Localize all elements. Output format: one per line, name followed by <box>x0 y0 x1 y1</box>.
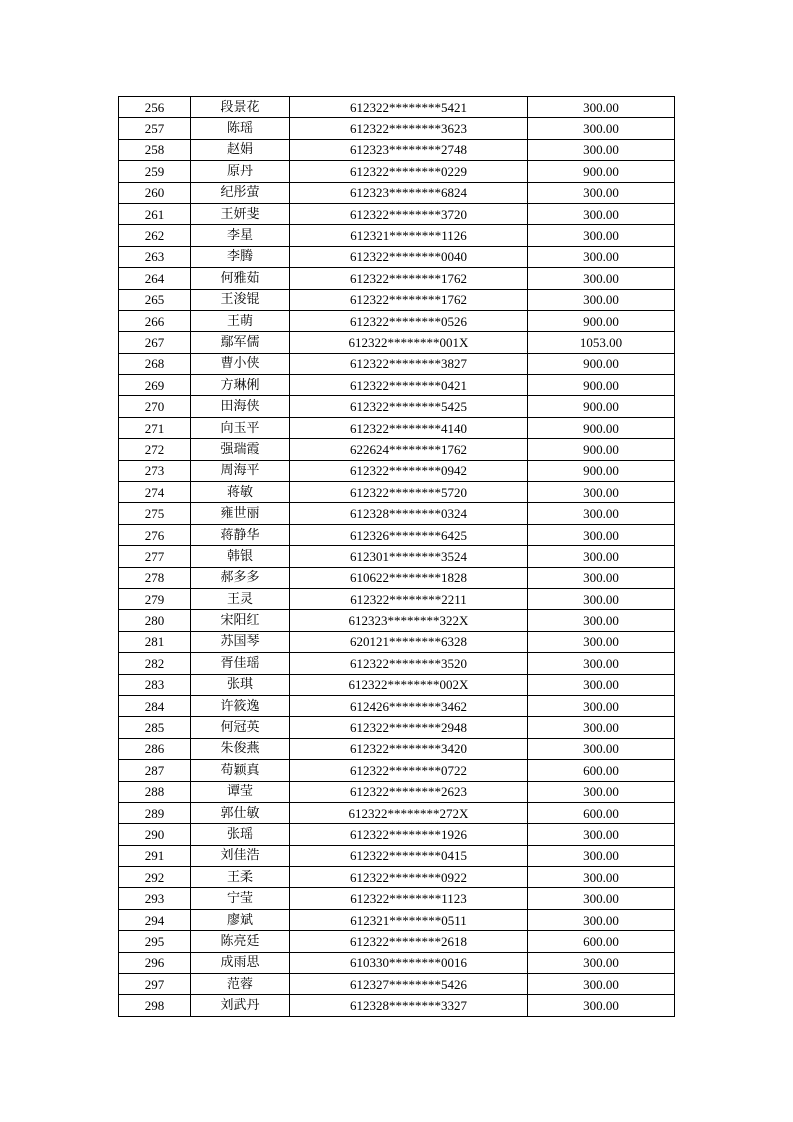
table-row <box>119 781 675 802</box>
amount-cell: 300.00 <box>528 546 675 567</box>
row-number-cell: 286 <box>119 738 191 759</box>
row-number-cell: 287 <box>119 760 191 781</box>
id-number-cell: 612322********0526 <box>290 310 528 331</box>
table-row <box>119 139 675 160</box>
amount-cell: 300.00 <box>528 97 675 118</box>
id-number-cell: 612327********5426 <box>290 974 528 995</box>
id-number-cell: 612322********3720 <box>290 203 528 224</box>
person-name-cell: 李腾 <box>191 246 290 267</box>
amount-cell: 900.00 <box>528 417 675 438</box>
amount-cell: 300.00 <box>528 695 675 716</box>
person-name-cell: 纪彤萤 <box>191 182 290 203</box>
row-number-cell: 269 <box>119 375 191 396</box>
row-number-cell: 257 <box>119 118 191 139</box>
row-number-cell: 296 <box>119 952 191 973</box>
person-name-cell: 范蓉 <box>191 974 290 995</box>
amount-cell: 1053.00 <box>528 332 675 353</box>
row-number-cell: 264 <box>119 268 191 289</box>
row-number-cell: 267 <box>119 332 191 353</box>
row-number-cell: 279 <box>119 588 191 609</box>
amount-cell: 300.00 <box>528 717 675 738</box>
row-number-cell: 282 <box>119 653 191 674</box>
id-number-cell: 612322********4140 <box>290 417 528 438</box>
table-row <box>119 289 675 310</box>
amount-cell: 300.00 <box>528 952 675 973</box>
id-number-cell: 612322********0722 <box>290 760 528 781</box>
row-number-cell: 275 <box>119 503 191 524</box>
row-number-cell: 263 <box>119 246 191 267</box>
id-number-cell: 612326********6425 <box>290 524 528 545</box>
table-row <box>119 503 675 524</box>
amount-cell: 300.00 <box>528 503 675 524</box>
person-name-cell: 王妍斐 <box>191 203 290 224</box>
person-name-cell: 许筱逸 <box>191 695 290 716</box>
person-name-cell: 段景花 <box>191 97 290 118</box>
id-number-cell: 612323********6824 <box>290 182 528 203</box>
table-row <box>119 182 675 203</box>
table-row <box>119 738 675 759</box>
row-number-cell: 297 <box>119 974 191 995</box>
id-number-cell: 612322********3827 <box>290 353 528 374</box>
id-number-cell: 612322********0415 <box>290 845 528 866</box>
amount-cell: 300.00 <box>528 674 675 695</box>
row-number-cell: 280 <box>119 610 191 631</box>
table-row <box>119 952 675 973</box>
person-name-cell: 胥佳瑶 <box>191 653 290 674</box>
amount-cell: 300.00 <box>528 995 675 1016</box>
person-name-cell: 鄢军儒 <box>191 332 290 353</box>
person-name-cell: 王柔 <box>191 867 290 888</box>
id-number-cell: 612322********0229 <box>290 161 528 182</box>
table-row <box>119 225 675 246</box>
table-row <box>119 631 675 652</box>
table-row <box>119 439 675 460</box>
row-number-cell: 284 <box>119 695 191 716</box>
row-number-cell: 288 <box>119 781 191 802</box>
id-number-cell: 612323********2748 <box>290 139 528 160</box>
amount-cell: 300.00 <box>528 974 675 995</box>
table-row <box>119 802 675 823</box>
row-number-cell: 270 <box>119 396 191 417</box>
row-number-cell: 281 <box>119 631 191 652</box>
id-number-cell: 612322********3520 <box>290 653 528 674</box>
id-number-cell: 612322********5425 <box>290 396 528 417</box>
row-number-cell: 273 <box>119 460 191 481</box>
table-row <box>119 118 675 139</box>
id-number-cell: 612322********0922 <box>290 867 528 888</box>
row-number-cell: 294 <box>119 909 191 930</box>
id-number-cell: 612322********3623 <box>290 118 528 139</box>
row-number-cell: 292 <box>119 867 191 888</box>
id-number-cell: 612322********0421 <box>290 375 528 396</box>
amount-cell: 600.00 <box>528 802 675 823</box>
person-name-cell: 韩银 <box>191 546 290 567</box>
amount-cell: 300.00 <box>528 738 675 759</box>
amount-cell: 300.00 <box>528 653 675 674</box>
table-row <box>119 909 675 930</box>
amount-cell: 300.00 <box>528 289 675 310</box>
id-number-cell: 612322********5421 <box>290 97 528 118</box>
row-number-cell: 258 <box>119 139 191 160</box>
table-row <box>119 674 675 695</box>
id-number-cell: 612322********0040 <box>290 246 528 267</box>
row-number-cell: 276 <box>119 524 191 545</box>
amount-cell: 300.00 <box>528 268 675 289</box>
row-number-cell: 283 <box>119 674 191 695</box>
amount-cell: 900.00 <box>528 375 675 396</box>
table-row <box>119 417 675 438</box>
row-number-cell: 298 <box>119 995 191 1016</box>
person-name-cell: 曹小侠 <box>191 353 290 374</box>
id-number-cell: 612322********2618 <box>290 931 528 952</box>
row-number-cell: 274 <box>119 482 191 503</box>
amount-cell: 300.00 <box>528 203 675 224</box>
person-name-cell: 刘佳浩 <box>191 845 290 866</box>
row-number-cell: 293 <box>119 888 191 909</box>
table-row <box>119 867 675 888</box>
table-row <box>119 717 675 738</box>
row-number-cell: 256 <box>119 97 191 118</box>
person-name-cell: 何雅茹 <box>191 268 290 289</box>
row-number-cell: 291 <box>119 845 191 866</box>
person-name-cell: 苟颖真 <box>191 760 290 781</box>
person-name-cell: 廖斌 <box>191 909 290 930</box>
subsidy-table <box>118 96 675 1017</box>
row-number-cell: 266 <box>119 310 191 331</box>
person-name-cell: 向玉平 <box>191 417 290 438</box>
table-row <box>119 974 675 995</box>
table-row <box>119 396 675 417</box>
person-name-cell: 刘武丹 <box>191 995 290 1016</box>
row-number-cell: 272 <box>119 439 191 460</box>
person-name-cell: 宁莹 <box>191 888 290 909</box>
person-name-cell: 雍世丽 <box>191 503 290 524</box>
table-row <box>119 588 675 609</box>
id-number-cell: 622624********1762 <box>290 439 528 460</box>
person-name-cell: 郝多多 <box>191 567 290 588</box>
amount-cell: 300.00 <box>528 588 675 609</box>
id-number-cell: 612322********001X <box>290 332 528 353</box>
id-number-cell: 612322********2623 <box>290 781 528 802</box>
person-name-cell: 陈亮廷 <box>191 931 290 952</box>
table-row <box>119 695 675 716</box>
table-row <box>119 610 675 631</box>
person-name-cell: 张瑶 <box>191 824 290 845</box>
id-number-cell: 612322********1762 <box>290 289 528 310</box>
person-name-cell: 王萌 <box>191 310 290 331</box>
amount-cell: 900.00 <box>528 396 675 417</box>
person-name-cell: 谭莹 <box>191 781 290 802</box>
amount-cell: 900.00 <box>528 439 675 460</box>
row-number-cell: 260 <box>119 182 191 203</box>
id-number-cell: 612301********3524 <box>290 546 528 567</box>
amount-cell: 300.00 <box>528 182 675 203</box>
table-row <box>119 546 675 567</box>
id-number-cell: 612322********2211 <box>290 588 528 609</box>
table-row <box>119 760 675 781</box>
table-row <box>119 995 675 1016</box>
row-number-cell: 268 <box>119 353 191 374</box>
table-row <box>119 203 675 224</box>
row-number-cell: 259 <box>119 161 191 182</box>
amount-cell: 300.00 <box>528 781 675 802</box>
id-number-cell: 612322********2948 <box>290 717 528 738</box>
id-number-cell: 620121********6328 <box>290 631 528 652</box>
person-name-cell: 田海侠 <box>191 396 290 417</box>
amount-cell: 300.00 <box>528 118 675 139</box>
person-name-cell: 李星 <box>191 225 290 246</box>
amount-cell: 900.00 <box>528 161 675 182</box>
table-row <box>119 524 675 545</box>
id-number-cell: 612321********1126 <box>290 225 528 246</box>
amount-cell: 300.00 <box>528 225 675 246</box>
table-row <box>119 375 675 396</box>
id-number-cell: 612322********272X <box>290 802 528 823</box>
id-number-cell: 612328********3327 <box>290 995 528 1016</box>
id-number-cell: 612322********3420 <box>290 738 528 759</box>
id-number-cell: 612322********1926 <box>290 824 528 845</box>
row-number-cell: 278 <box>119 567 191 588</box>
id-number-cell: 610330********0016 <box>290 952 528 973</box>
table-row <box>119 353 675 374</box>
amount-cell: 300.00 <box>528 909 675 930</box>
amount-cell: 300.00 <box>528 824 675 845</box>
id-number-cell: 612322********0942 <box>290 460 528 481</box>
table-row <box>119 460 675 481</box>
id-number-cell: 612328********0324 <box>290 503 528 524</box>
amount-cell: 900.00 <box>528 353 675 374</box>
table-row <box>119 845 675 866</box>
amount-cell: 300.00 <box>528 631 675 652</box>
id-number-cell: 612322********1123 <box>290 888 528 909</box>
amount-cell: 300.00 <box>528 246 675 267</box>
amount-cell: 600.00 <box>528 931 675 952</box>
person-name-cell: 王浚锟 <box>191 289 290 310</box>
table-row <box>119 824 675 845</box>
person-name-cell: 宋阳红 <box>191 610 290 631</box>
person-name-cell: 原丹 <box>191 161 290 182</box>
amount-cell: 300.00 <box>528 845 675 866</box>
row-number-cell: 265 <box>119 289 191 310</box>
id-number-cell: 612426********3462 <box>290 695 528 716</box>
table-row <box>119 268 675 289</box>
row-number-cell: 271 <box>119 417 191 438</box>
person-name-cell: 郭仕敏 <box>191 802 290 823</box>
table-row <box>119 888 675 909</box>
person-name-cell: 何冠英 <box>191 717 290 738</box>
table-row <box>119 246 675 267</box>
row-number-cell: 289 <box>119 802 191 823</box>
person-name-cell: 成雨思 <box>191 952 290 973</box>
person-name-cell: 蒋敏 <box>191 482 290 503</box>
id-number-cell: 610622********1828 <box>290 567 528 588</box>
row-number-cell: 261 <box>119 203 191 224</box>
amount-cell: 300.00 <box>528 482 675 503</box>
table-body <box>119 97 675 1017</box>
row-number-cell: 290 <box>119 824 191 845</box>
person-name-cell: 蒋静华 <box>191 524 290 545</box>
person-name-cell: 赵娟 <box>191 139 290 160</box>
person-name-cell: 张琪 <box>191 674 290 695</box>
table-row <box>119 310 675 331</box>
row-number-cell: 277 <box>119 546 191 567</box>
row-number-cell: 295 <box>119 931 191 952</box>
amount-cell: 300.00 <box>528 610 675 631</box>
amount-cell: 300.00 <box>528 567 675 588</box>
amount-cell: 900.00 <box>528 460 675 481</box>
person-name-cell: 强瑞霞 <box>191 439 290 460</box>
person-name-cell: 周海平 <box>191 460 290 481</box>
amount-cell: 300.00 <box>528 867 675 888</box>
person-name-cell: 陈瑶 <box>191 118 290 139</box>
table-row <box>119 931 675 952</box>
table-row <box>119 161 675 182</box>
person-name-cell: 方琳俐 <box>191 375 290 396</box>
amount-cell: 900.00 <box>528 310 675 331</box>
table-row <box>119 482 675 503</box>
amount-cell: 600.00 <box>528 760 675 781</box>
id-number-cell: 612322********5720 <box>290 482 528 503</box>
amount-cell: 300.00 <box>528 139 675 160</box>
table-row <box>119 567 675 588</box>
row-number-cell: 262 <box>119 225 191 246</box>
id-number-cell: 612323********322X <box>290 610 528 631</box>
row-number-cell: 285 <box>119 717 191 738</box>
id-number-cell: 612322********1762 <box>290 268 528 289</box>
person-name-cell: 王灵 <box>191 588 290 609</box>
table-row <box>119 332 675 353</box>
id-number-cell: 612321********0511 <box>290 909 528 930</box>
table-row <box>119 97 675 118</box>
person-name-cell: 苏国琴 <box>191 631 290 652</box>
person-name-cell: 朱俊燕 <box>191 738 290 759</box>
id-number-cell: 612322********002X <box>290 674 528 695</box>
amount-cell: 300.00 <box>528 524 675 545</box>
amount-cell: 300.00 <box>528 888 675 909</box>
table-row <box>119 653 675 674</box>
